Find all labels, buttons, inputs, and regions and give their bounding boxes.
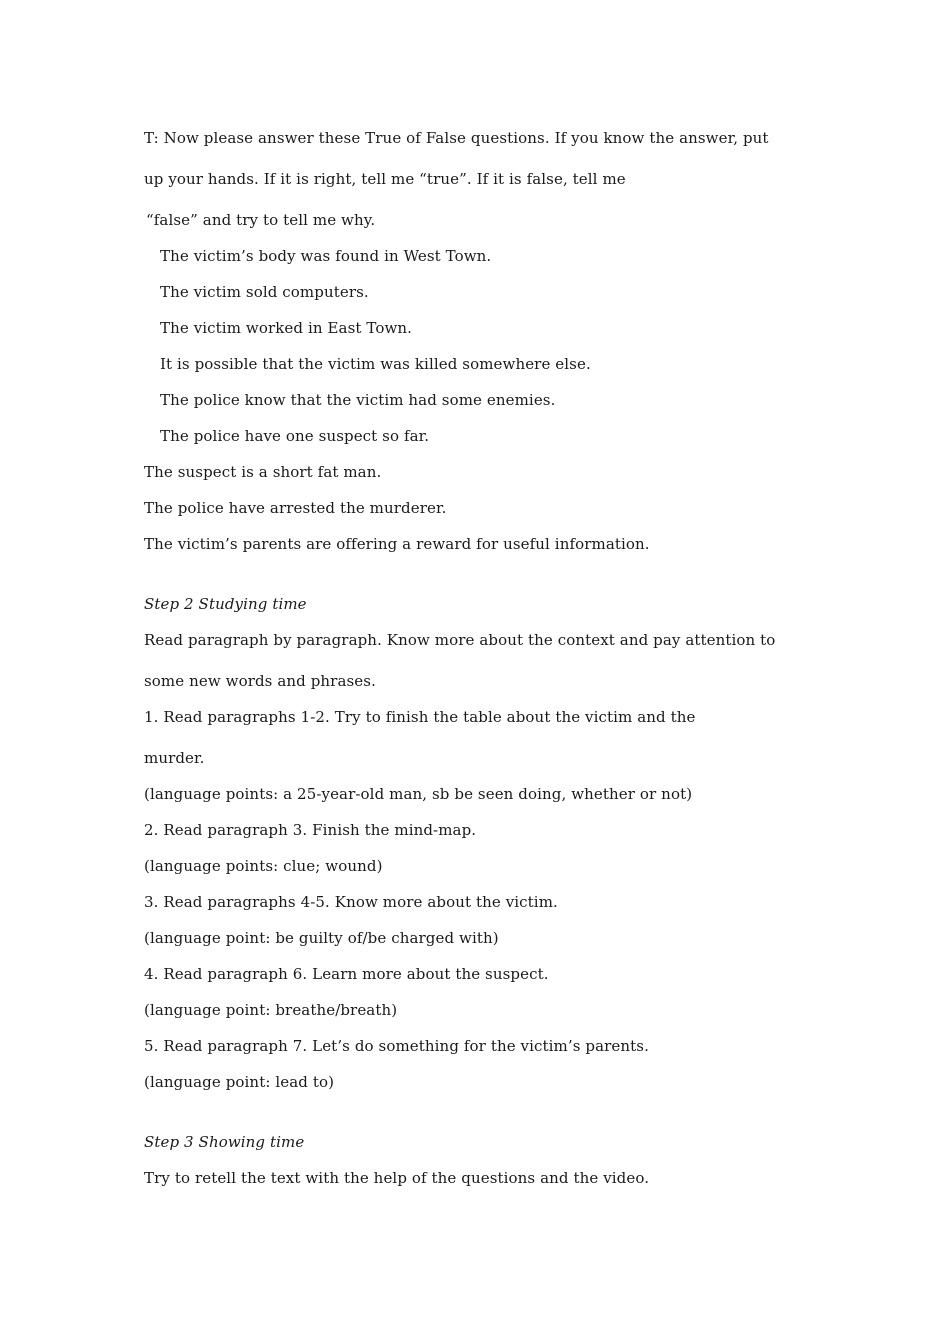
step2-intro-line-2: some new words and phrases.	[144, 672, 376, 690]
task-2: 2. Read paragraph 3. Finish the mind-map.	[144, 821, 477, 839]
task-3-language-points: (language point: be guilty of/be charged with)	[144, 929, 499, 947]
step2-intro-line-1: Read paragraph by paragraph. Know more about the context and pay attention to	[144, 631, 776, 649]
task-5: 5. Read paragraph 7. Let’s do something for the victim’s parents.	[144, 1037, 649, 1055]
tf-statement: The suspect is a short fat man.	[144, 463, 382, 481]
task-4: 4. Read paragraph 6. Learn more about the suspect.	[144, 965, 549, 983]
intro-line-2: up your hands. If it is right, tell me “true”. If it is false, tell me	[144, 170, 626, 188]
step2-heading: Step 2 Studying time	[144, 595, 307, 613]
tf-statement: The police have arrested the murderer.	[144, 499, 447, 517]
tf-statement: The victim’s parents are offering a reward for useful information.	[144, 535, 650, 553]
tf-statement: It is possible that the victim was killed somewhere else.	[160, 355, 591, 373]
task-1-line-1: 1. Read paragraphs 1-2. Try to finish the table about the victim and the	[144, 708, 696, 726]
task-4-language-points: (language point: breathe/breath)	[144, 1001, 398, 1019]
tf-statement: The police have one suspect so far.	[160, 427, 430, 445]
task-5-language-points: (language point: lead to)	[144, 1073, 335, 1091]
task-2-language-points: (language points: clue; wound)	[144, 857, 383, 875]
tf-statement: The victim’s body was found in West Town.	[160, 247, 492, 265]
step3-heading: Step 3 Showing time	[144, 1133, 305, 1151]
tf-statement: The victim worked in East Town.	[160, 319, 413, 337]
intro-line-3: “false” and try to tell me why.	[146, 211, 376, 229]
intro-line-1: T: Now please answer these True of False questions. If you know the answer, put	[144, 129, 769, 147]
task-1-line-2: murder.	[144, 749, 205, 767]
tf-statement: The victim sold computers.	[160, 283, 369, 301]
task-3: 3. Read paragraphs 4-5. Know more about the victim.	[144, 893, 558, 911]
step3-text: Try to retell the text with the help of the questions and the video.	[144, 1169, 650, 1187]
task-1-language-points: (language points: a 25-year-old man, sb be seen doing, whether or not)	[144, 785, 693, 803]
tf-statement: The police know that the victim had some enemies.	[160, 391, 556, 409]
